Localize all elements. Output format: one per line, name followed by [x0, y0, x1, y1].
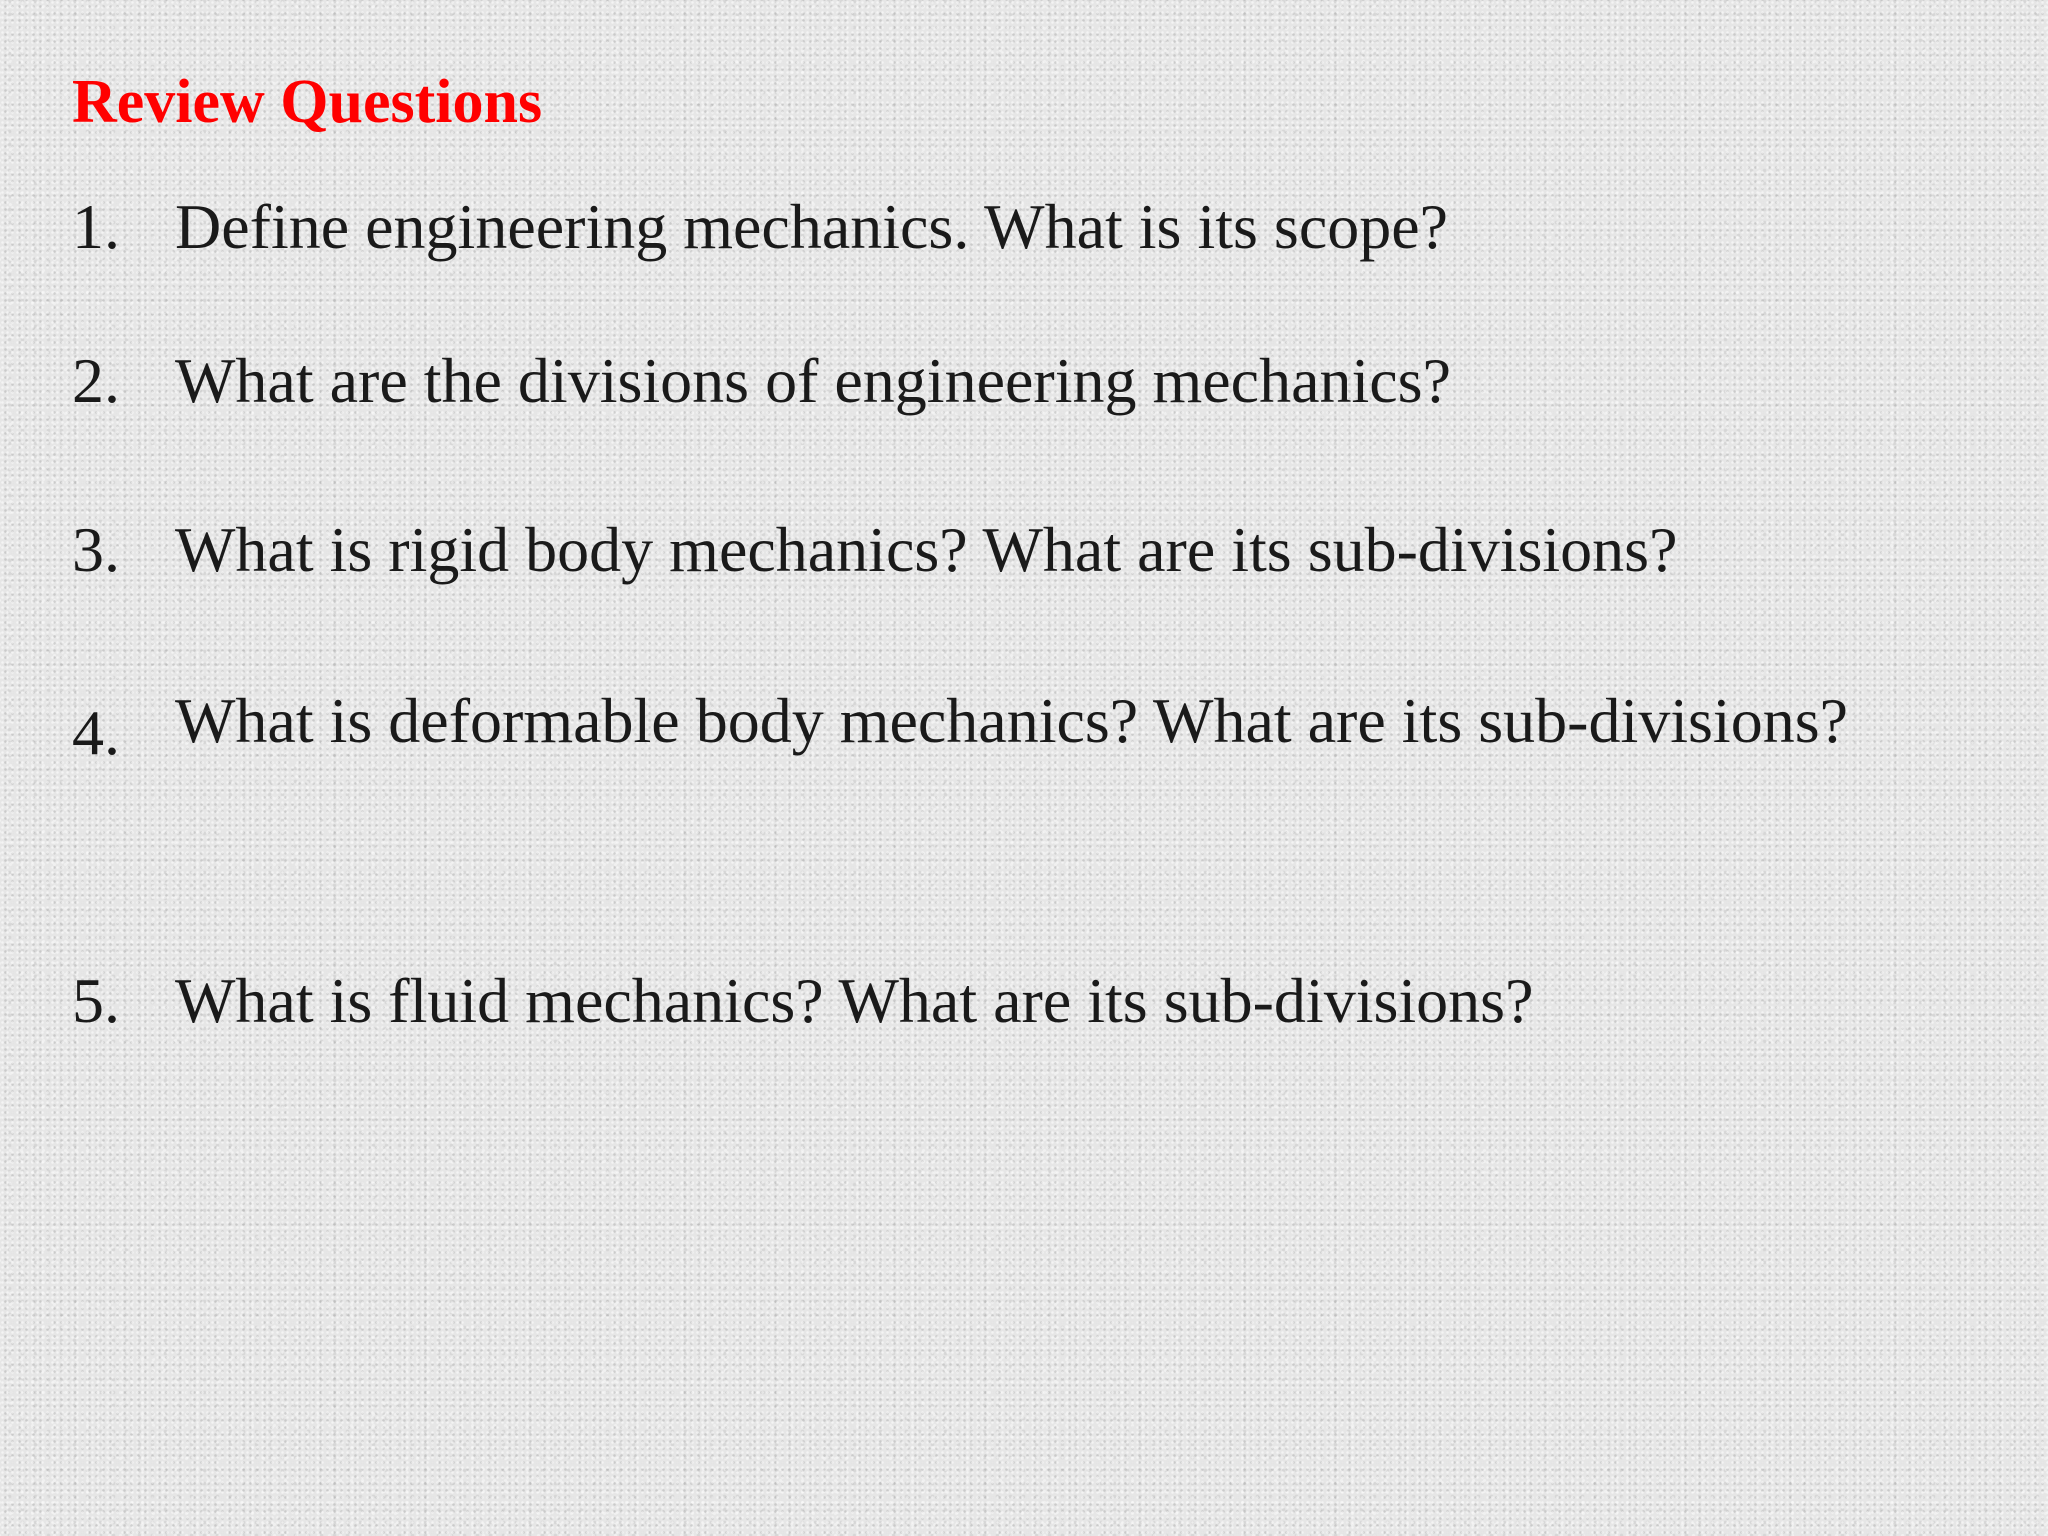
- question-number: 5.: [72, 965, 120, 1036]
- question-text: What is deformable body mechanics? What are its sub-divisions?: [175, 685, 1848, 756]
- question-text: Define engineering mechanics. What is its scope?: [175, 191, 1449, 262]
- question-number: 4.: [72, 697, 120, 768]
- question-number: 1.: [72, 191, 120, 262]
- page-title: Review Questions: [72, 68, 543, 136]
- question-text: What are the divisions of engineering mechanics?: [175, 345, 1451, 416]
- question-number: 2.: [72, 345, 120, 416]
- question-text: What is fluid mechanics? What are its sub-divisions?: [175, 965, 1534, 1036]
- question-text: What is rigid body mechanics? What are its sub-divisions?: [175, 514, 1678, 585]
- question-number: 3.: [72, 514, 120, 585]
